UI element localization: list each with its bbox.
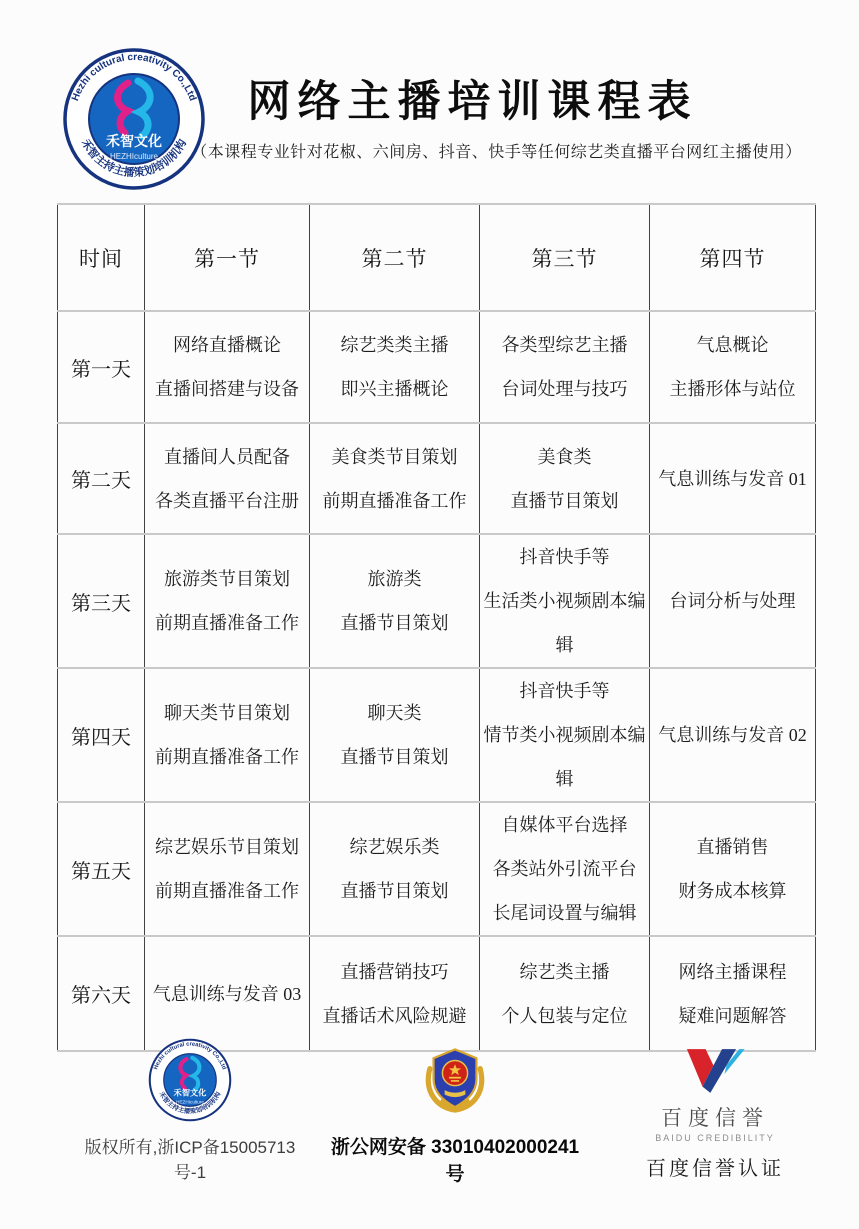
course-line: 网络直播概论 [173, 335, 281, 355]
course-cell [145, 311, 310, 423]
company-logo-small [148, 1038, 232, 1122]
course-cell [650, 802, 816, 936]
col-header-period-1: 第一节 [145, 204, 310, 311]
police-badge-icon [417, 1042, 493, 1116]
course-line: 疑难问题解答 [678, 1005, 787, 1026]
course-line: 聊天类节目策划 [164, 703, 290, 723]
course-line: 前期直播准备工作 [155, 747, 299, 767]
course-cell [145, 668, 310, 802]
course-cell [310, 423, 480, 534]
table-header-row [58, 204, 816, 311]
baidu-credibility-icon [676, 1046, 754, 1096]
course-line: 美食类节目策划 [331, 446, 458, 467]
course-cell [650, 423, 816, 534]
table-row-day3 [58, 534, 816, 668]
day-label: 第四天 [58, 668, 145, 802]
day-label: 第六天 [58, 936, 145, 1051]
course-line: 综艺类主播 [519, 961, 610, 982]
table-row-day2 [58, 423, 816, 534]
day-label: 第五天 [58, 802, 145, 936]
footer-copyright-block [70, 1038, 310, 1183]
day-label: 第一天 [58, 311, 145, 423]
course-line: 情节类小视频剧本编辑 [483, 725, 646, 789]
course-line: 旅游类节目策划 [164, 569, 290, 589]
course-line: 气息训练与发音 03 [152, 983, 302, 1004]
course-line: 抖音快手等 [519, 681, 610, 701]
course-cell [310, 311, 480, 423]
course-line: 聊天类 [367, 703, 422, 723]
course-line: 财务成本核算 [678, 881, 787, 901]
course-line: 网络主播课程 [678, 961, 787, 982]
course-line: 气息训练与发音 01 [658, 468, 807, 489]
course-cell [310, 936, 480, 1051]
table-row-day5 [58, 802, 816, 936]
course-line: 综艺类类主播 [340, 335, 449, 355]
course-line: 直播间搭建与设备 [155, 379, 299, 399]
course-cell [650, 534, 816, 668]
day-label: 第二天 [58, 423, 145, 534]
course-cell [310, 534, 480, 668]
course-line: 台词分析与处理 [669, 591, 796, 611]
day-label: 第三天 [58, 534, 145, 668]
course-cell [650, 668, 816, 802]
course-cell [480, 311, 650, 423]
course-line: 前期直播准备工作 [155, 881, 299, 901]
course-line: 自媒体平台选择 [501, 815, 628, 835]
table-row-day4 [58, 668, 816, 802]
course-cell [480, 423, 650, 534]
course-cell [310, 668, 480, 802]
course-schedule-table [57, 203, 816, 1052]
hezhi-logo-icon [148, 1038, 232, 1122]
course-line: 个人包装与定位 [501, 1005, 628, 1026]
course-line: 气息概论 [696, 335, 769, 355]
course-line: 直播节目策划 [340, 747, 449, 767]
course-line: 即兴主播概论 [340, 379, 449, 399]
course-line: 直播销售 [696, 837, 769, 857]
course-line: 综艺娱乐类 [349, 837, 440, 857]
course-cell [480, 534, 650, 668]
course-line: 直播节目策划 [340, 613, 449, 633]
course-line: 台词处理与技巧 [501, 379, 628, 399]
course-line: 前期直播准备工作 [322, 490, 467, 511]
course-line: 直播营销技巧 [340, 961, 449, 982]
table-row-day1 [58, 311, 816, 423]
course-line: 前期直播准备工作 [155, 613, 299, 633]
baidu-certification-label: 百度信誉认证 [646, 1158, 784, 1180]
course-line: 综艺娱乐节目策划 [155, 837, 299, 857]
course-line: 直播话术风险规避 [322, 1005, 467, 1026]
course-line: 直播节目策划 [340, 881, 449, 901]
course-line: 主播形体与站位 [669, 379, 796, 399]
course-line: 美食类 [537, 446, 592, 467]
course-line: 抖音快手等 [519, 547, 610, 567]
col-header-period-3: 第三节 [480, 204, 650, 311]
course-cell [145, 423, 310, 534]
course-line: 各类型综艺主播 [501, 335, 628, 355]
course-line: 旅游类 [367, 569, 422, 589]
col-header-time: 时间 [58, 204, 145, 311]
icp-filing-number: 版权所有,浙ICP备15005713号-1 [84, 1138, 296, 1182]
course-cell [480, 668, 650, 802]
course-cell [480, 802, 650, 936]
course-line: 各类直播平台注册 [155, 490, 299, 511]
course-line: 直播间人员配备 [164, 446, 290, 467]
course-cell [650, 311, 816, 423]
course-cell [145, 534, 310, 668]
footer-baidu-block [600, 1046, 830, 1181]
course-line: 直播节目策划 [510, 490, 619, 511]
page-title: 网络主播培训课程表 [247, 79, 698, 126]
page-subtitle: （本课程专业针对花椒、六间房、抖音、快手等任何综艺类直播平台网红主播使用） [191, 144, 802, 161]
course-line: 气息训练与发音 02 [658, 725, 807, 745]
col-header-period-2: 第二节 [310, 204, 480, 311]
course-cell [145, 936, 310, 1051]
course-cell [650, 936, 816, 1051]
baidu-credibility-cn-label: 百度信誉 [661, 1107, 769, 1130]
course-cell [145, 802, 310, 936]
footer-police-block [330, 1042, 580, 1186]
course-line: 长尾词设置与编辑 [492, 903, 637, 923]
course-line: 生活类小视频剧本编辑 [483, 591, 646, 655]
course-cell [480, 936, 650, 1051]
course-line: 各类站外引流平台 [492, 859, 637, 879]
col-header-period-4: 第四节 [650, 204, 816, 311]
course-cell [310, 802, 480, 936]
baidu-credibility-en-label: BAIDU CREDIBILITY [655, 1133, 775, 1143]
table-row-day6 [58, 936, 816, 1051]
police-filing-number: 浙公网安备 33010402000241号 [330, 1137, 580, 1185]
